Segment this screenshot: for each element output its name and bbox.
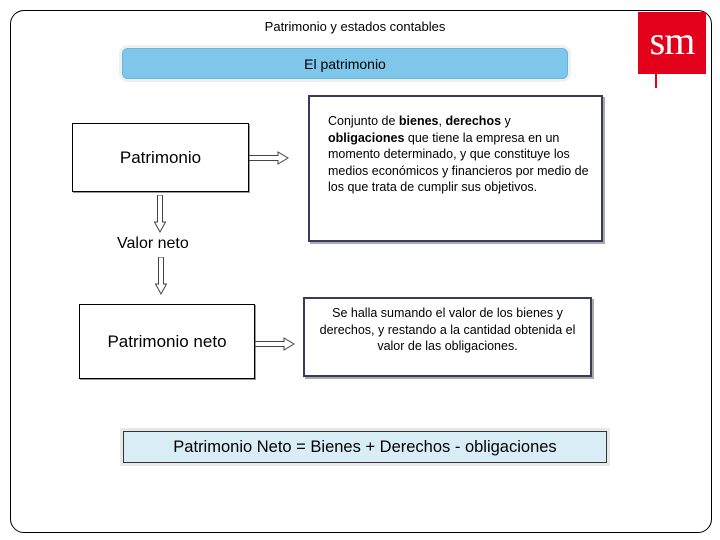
patrimonio-box xyxy=(72,123,249,192)
patrimonio-neto-box xyxy=(79,304,255,379)
logo-accent-line xyxy=(655,74,657,88)
valor-neto-label: Valor neto xyxy=(117,235,189,252)
patrimonio-neto-label: Patrimonio neto xyxy=(107,331,227,351)
definition-bold-bienes: bienes xyxy=(398,114,439,128)
section-title: El patrimonio xyxy=(304,55,386,72)
formula-text: Patrimonio Neto = Bienes + Derechos - obligaciones xyxy=(173,437,557,456)
patrimonio-label: Patrimonio xyxy=(119,147,202,167)
sm-logo xyxy=(638,12,706,74)
formula-box xyxy=(123,431,607,463)
definition-bold-derechos: derechos xyxy=(445,114,502,128)
definition-text: Conjunto de bienes, derechos y obligaciones que tiene la empresa en un momento determinado, y que constituye los medios económicos y financieros por medio de los que trata de cumplir sus objetivos. xyxy=(328,114,589,194)
calculation-box xyxy=(303,297,592,377)
section-banner xyxy=(122,48,568,79)
calculation-text: Se halla sumando el valor de los bienes y derechos, y restando a la cantidad obtenida el valor de las obligaciones. xyxy=(319,306,576,353)
logo-text: sm xyxy=(649,17,695,63)
definition-box xyxy=(308,95,603,242)
page-title: Patrimonio y estados contables xyxy=(264,19,446,34)
right-arrow-icon xyxy=(249,151,289,165)
down-arrow-icon xyxy=(154,195,166,233)
definition-bold-obligaciones: obligaciones xyxy=(328,130,405,145)
right-arrow-icon xyxy=(255,337,295,351)
down-arrow-icon xyxy=(155,257,167,295)
